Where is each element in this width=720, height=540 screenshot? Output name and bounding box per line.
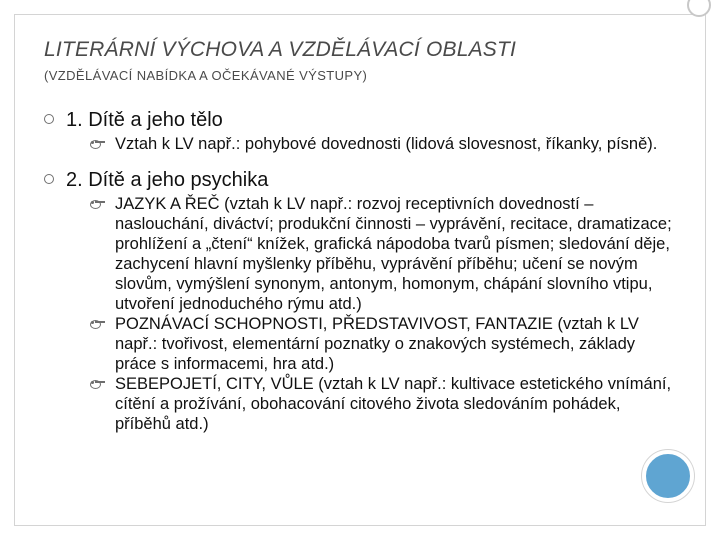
list-item-level1 [44, 168, 674, 434]
list-item-level2-text: POZNÁVACÍ SCHOPNOSTI, PŘEDSTAVIVOST, FANTAZIE (vztah k LV např.: tvořivost, elementární poznatky o znakových systémech, základy práce s informacemi, hra atd.) [115, 315, 639, 373]
slide-title: LITERÁRNÍ VÝCHOVA A VZDĚLÁVACÍ OBLASTI [44, 38, 517, 61]
dash-bullet-icon [90, 320, 101, 329]
decorative-circle-top [687, 0, 711, 17]
sublist [66, 194, 674, 434]
list-item-level2-text: SEBEPOJETÍ, CITY, VŮLE (vztah k LV např.: kultivace estetického vnímání, cítění a prožívání, obohacování citového života sledováním pohádek, příběhů atd.) [115, 375, 672, 433]
decorative-circle-bottom [642, 450, 694, 502]
list-item-level2 [66, 374, 674, 434]
list-item-level2-text: Vztah k LV např.: pohybové dovednosti (lidová slovesnost, říkanky, písně). [115, 135, 658, 153]
slide-frame-bottom [14, 525, 706, 526]
list-item-level1 [44, 108, 674, 154]
slide-frame-top [14, 14, 706, 15]
list-item-level1-label: 2. Dítě a jeho psychika [66, 169, 269, 191]
sublist [66, 134, 674, 154]
list-item-level2 [66, 194, 674, 314]
list-item-level1-label: 1. Dítě a jeho tělo [66, 109, 223, 131]
slide-frame-left [14, 14, 15, 526]
slide-frame-right [705, 14, 706, 526]
list-item-level2 [66, 314, 674, 374]
dash-bullet-icon [90, 380, 101, 389]
dash-bullet-icon [90, 200, 101, 209]
list-item-level2-text: JAZYK A ŘEČ (vztah k LV např.: rozvoj receptivních dovedností – naslouchání, diváctví; produkční činnosti – vyprávění, recitace, dramatizace; prohlížení a „čtení“ knížek, grafická nápodoba tvarů písmen; sledování děje, zachycení hlavní myšlenky příběhu, vyprávění příběhu; učení se novým slovům, vymýšlení synonym, antonym, homonym, chápání slovního vtipu, utvoření jednoduchého rýmu atd.) [115, 195, 672, 313]
slide-subtitle: (VZDĚLÁVACÍ NABÍDKA A OČEKÁVANÉ VÝSTUPY) [44, 68, 368, 83]
list-item-level2 [66, 134, 674, 154]
dash-bullet-icon [90, 140, 101, 149]
slide-content [44, 108, 674, 434]
circle-bullet-icon [44, 174, 54, 184]
circle-bullet-icon [44, 114, 54, 124]
